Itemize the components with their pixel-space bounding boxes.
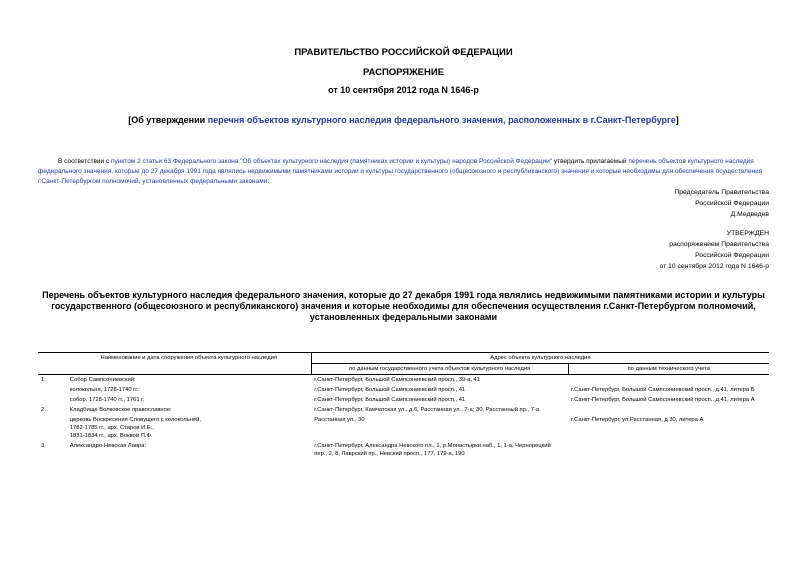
row-name: Кладбище Волковское православное: — [69, 407, 172, 413]
row-number — [38, 385, 67, 395]
table-header-row — [38, 353, 769, 364]
preamble-text-2: утвердить прилагаемый — [552, 158, 629, 165]
row-address-tech — [568, 441, 769, 459]
row-number — [38, 395, 67, 405]
row-address-state: г.Санкт-Петербург, Большой Сампсониевский просп., 41 — [314, 387, 466, 393]
table-row — [38, 441, 769, 459]
document-type: РАСПОРЯЖЕНИЕ — [362, 67, 445, 78]
row-address-state: г.Санкт-Петербург, Большой Сампсониевский просп., 39-а, 41 — [314, 377, 480, 383]
heritage-table — [38, 352, 769, 459]
preamble-text-3: . — [267, 178, 270, 185]
signature-block — [674, 187, 769, 220]
row-name: Александро-Невская Лавра: — [69, 443, 147, 449]
row-number: 1. — [41, 377, 46, 383]
header-address-tech: по данным технического учета — [568, 364, 769, 375]
table-row — [38, 415, 769, 441]
row-name: Собор Сампсониевский: — [69, 377, 136, 383]
subject-link[interactable]: перечня объектов культурного наследия федерального значения, расположенных в г.Санкт-Петербурге — [207, 115, 676, 125]
signature-name: Д.Медведев — [730, 211, 769, 218]
row-address-state: г.Санкт-Петербург, Большой Сампсониевский просп., 41 — [314, 397, 466, 403]
table-row — [38, 375, 769, 386]
row-address-tech: г.Санкт-Петербург, Большой Сампсониевский просп., д.41, литера Б — [571, 387, 755, 393]
row-name: колокольня, 1728-1740 гг. — [69, 387, 139, 393]
table-row — [38, 385, 769, 395]
approval-title: УТВЕРЖДЕН — [726, 230, 769, 237]
row-number — [38, 415, 67, 441]
document-subject — [0, 115, 807, 125]
row-address-tech: г.Санкт-Петербург, ул.Расстанная, д.30, литера А — [571, 417, 704, 423]
row-address-state: г.Санкт-Петербург, Александра Невского пл., 1, р.Монастырки наб., 1, 1-а, Чернорецкий пер., 2, 8, Лаврский пр., Невский просп., 177, 179-а, 190 — [314, 443, 551, 457]
row-address-tech — [568, 405, 769, 415]
row-number: 3. — [41, 443, 46, 449]
header-num — [38, 353, 67, 375]
header-address: Адрес объекта культурного наследия — [311, 353, 769, 364]
approval-order: распоряжением Правительства — [669, 241, 769, 248]
approval-country: Российской Федерации — [695, 252, 769, 259]
row-address-state: Расстанная ул., 30 — [314, 417, 365, 423]
approval-block — [659, 228, 769, 272]
header-name: Наименование и дата сооружения объекта культурного наследия — [67, 353, 311, 375]
row-name: собор, 1728-1740 гг., 1761 г. — [69, 397, 145, 403]
preamble-paragraph — [38, 157, 768, 187]
subject-bracket-close: ] — [675, 115, 679, 125]
row-number: 2. — [41, 407, 46, 413]
signature-position: Председатель Правительства — [674, 189, 769, 196]
government-heading: ПРАВИТЕЛЬСТВО РОССИЙСКОЙ ФЕДЕРАЦИИ — [294, 47, 513, 58]
subject-bracket-open: [Об утверждении — [128, 115, 208, 125]
row-address-state: г.Санкт-Петербург, Камчатская ул., д.6, Расстанная ул., 7-а; 30, Расстанный пр., 7-а — [314, 407, 540, 413]
signature-country: Российской Федерации — [695, 200, 769, 207]
approval-date: от 10 сентября 2012 года N 1646-р — [659, 263, 769, 270]
header-address-state: по данным государственного учета объектов культурного наследия — [311, 364, 568, 375]
list-title: Перечень объектов культурного наследия федерального значения, которые до 27 декабря 1991 года являлись недвижимыми памятниками истории и культуры государственного (общесоюзного и республиканского) значения и которые необходимы для обеспечения осуществления г.Санкт-Петербургом полномочий, установленных федеральными законами — [42, 290, 765, 322]
table-row — [38, 405, 769, 415]
row-address-tech: г.Санкт-Петербург, Большой Сампсониевский просп., д.41, литера А — [571, 397, 755, 403]
document-date-number: от 10 сентября 2012 года N 1646-р — [328, 85, 479, 95]
table-row — [38, 395, 769, 405]
list-link[interactable]: перечень объектов культурного наследия федерального значения, которые до 27 декабря 1991 года являлись недвижимыми памятниками истории и культуры государственного (общесоюзного и республиканского) значения и которые необходимы для обеспечения осуществления г.Санкт-Петербургом полномочий, установленных федеральными законами — [38, 158, 763, 185]
row-name: церковь Воскресения Словущего с колокольней, 1782-1785 гг., арх. Старов И.Е., 1831-1834 гг., арх. Воквой П.Ф. — [69, 417, 202, 439]
federal-law-link[interactable]: пунктом 2 статьи 63 Федерального закона "Об объектах культурного наследия (памятниках истории и культуры) народов Российской Федерации" — [111, 158, 553, 165]
row-address-tech — [568, 375, 769, 386]
preamble-text-1: В соответствии с — [58, 158, 112, 165]
